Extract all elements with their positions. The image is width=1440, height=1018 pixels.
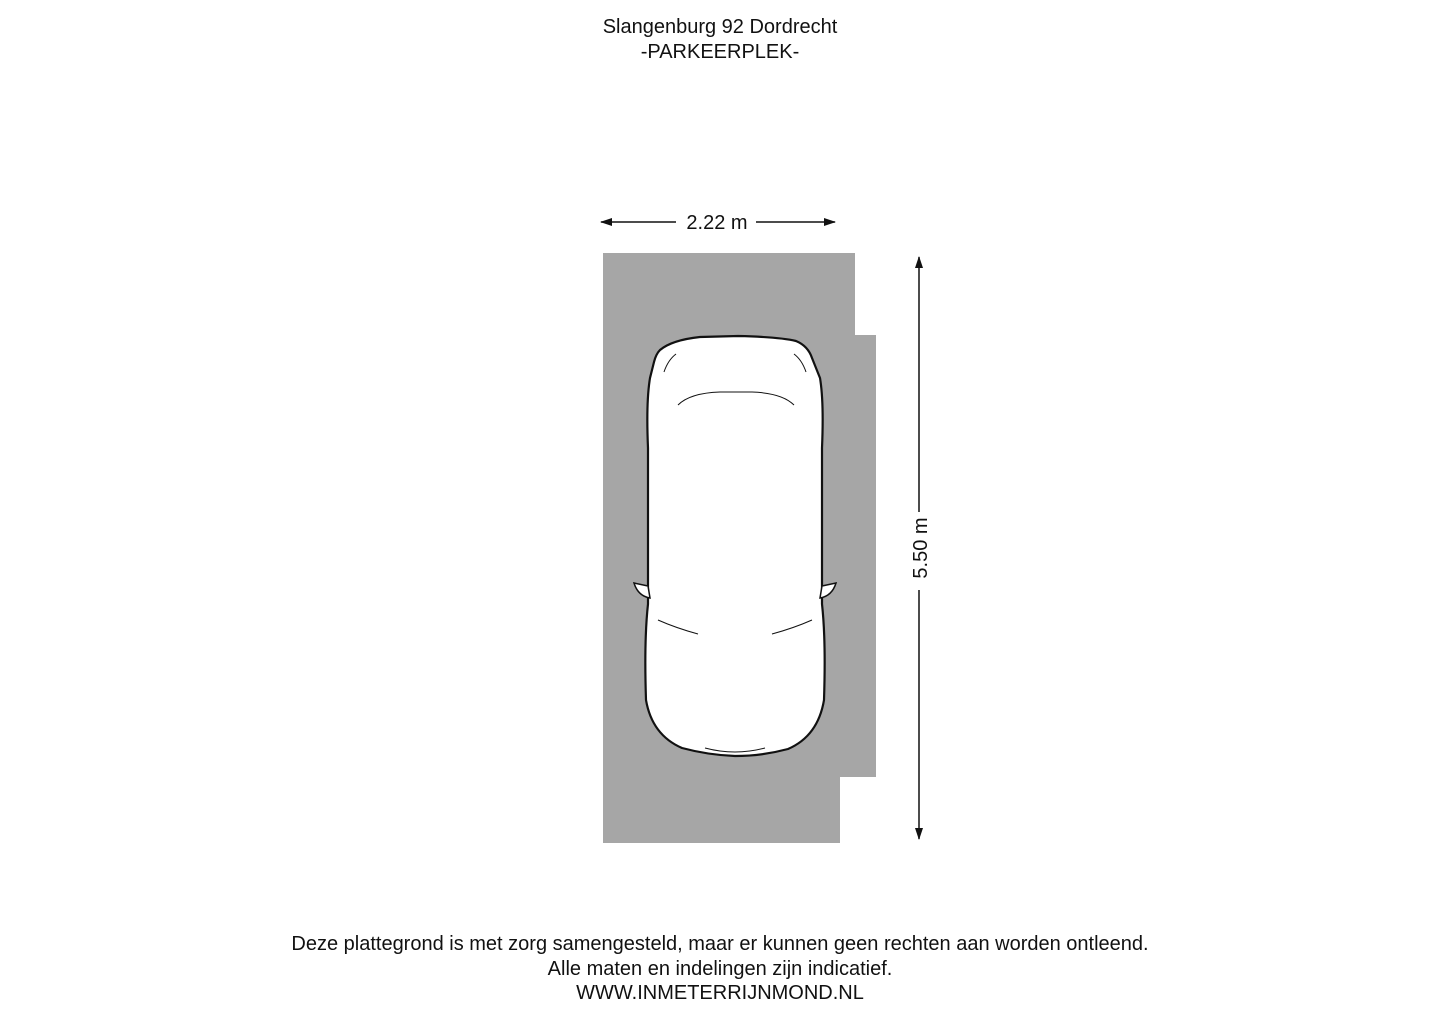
length-label: 5.50 m xyxy=(910,517,932,579)
address-title: Slangenburg 92 Dordrecht xyxy=(602,16,838,38)
note-text: Alle maten en indelingen zijn indicatief. xyxy=(547,958,893,980)
disclaimer-text: Deze plattegrond is met zorg samengesteld, maar er kunnen geen rechten aan worden ontleend. xyxy=(291,933,1149,955)
website-text: WWW.INMETERRIJNMOND.NL xyxy=(576,982,864,1004)
room-label: -PARKEERPLEK- xyxy=(640,41,800,63)
length-dimension xyxy=(910,257,932,839)
car-icon xyxy=(634,336,836,756)
width-dimension xyxy=(601,212,835,234)
width-label: 2.22 m xyxy=(686,212,748,234)
